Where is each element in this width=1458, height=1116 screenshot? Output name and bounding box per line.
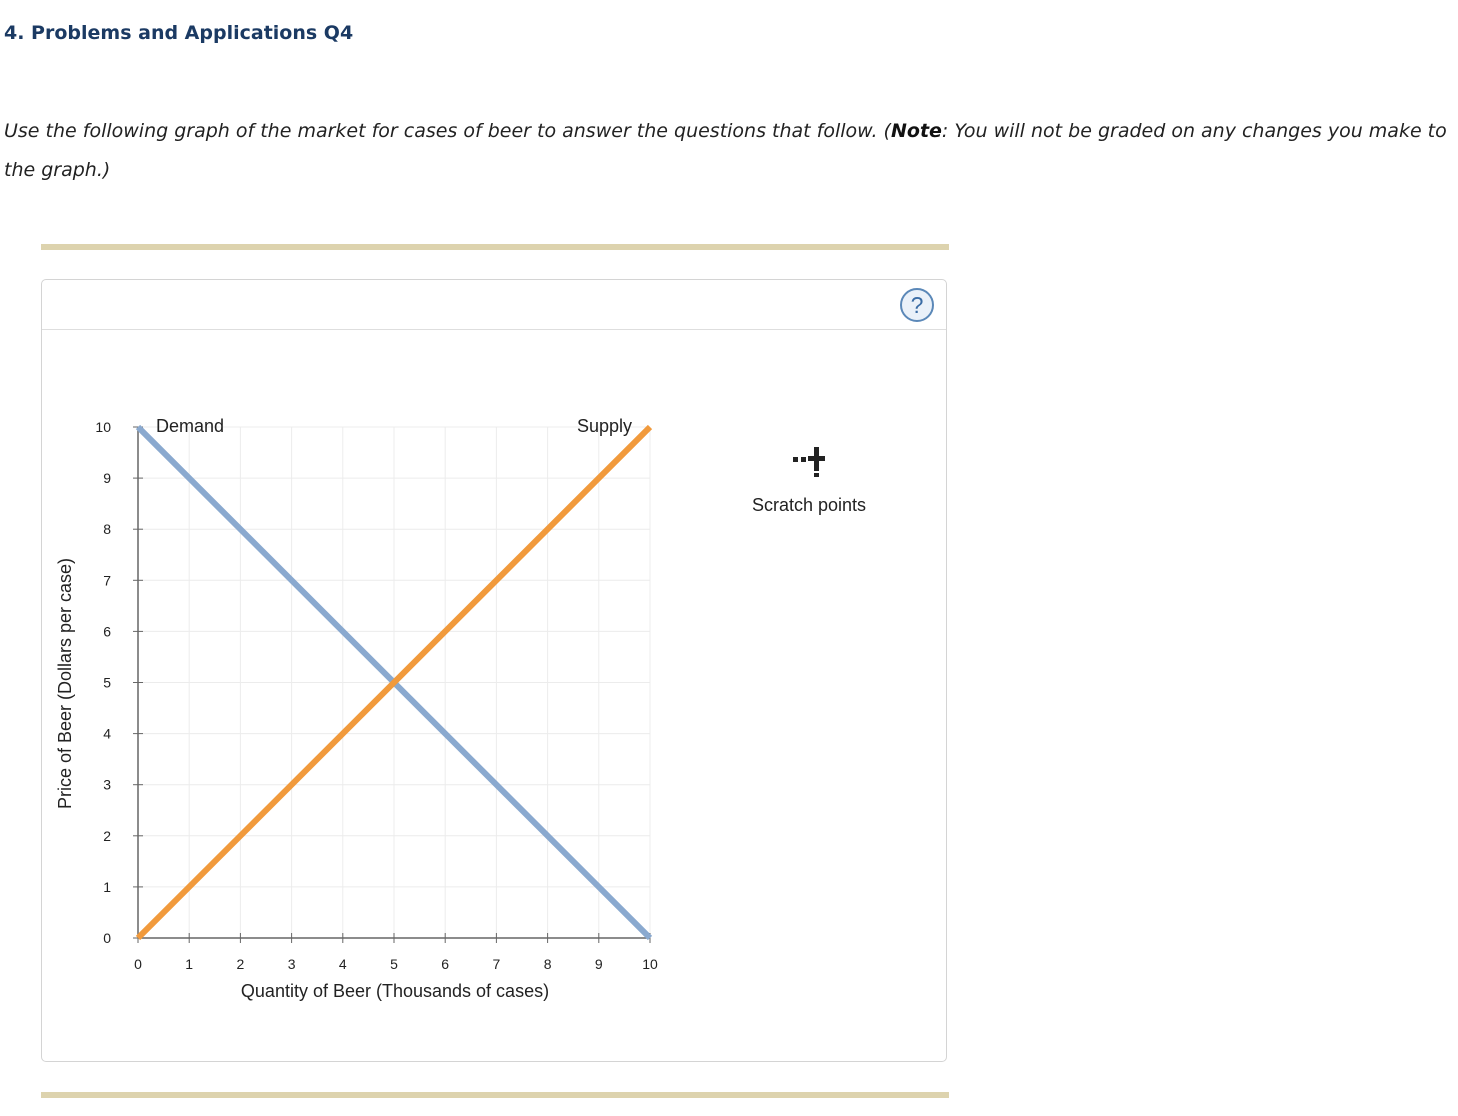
y-tick-label: 5 xyxy=(103,674,111,691)
instructions xyxy=(4,112,1454,190)
y-axis-title: Price of Beer (Dollars per case) xyxy=(55,557,75,810)
y-tick-label: 6 xyxy=(103,623,111,640)
instructions-lead: Use the following graph of the market for cases of beer to answer the questions that follow. ( xyxy=(4,120,891,142)
scratch-points-label: Scratch points xyxy=(751,495,867,515)
y-tick-label: 2 xyxy=(103,827,111,844)
x-tick-label: 3 xyxy=(287,956,296,972)
supply-label: Supply xyxy=(576,416,632,436)
x-tick-label: 9 xyxy=(594,956,603,972)
y-tick-label: 3 xyxy=(103,776,111,793)
instructions-note: Note xyxy=(890,120,942,142)
x-tick-label: 6 xyxy=(441,956,450,972)
x-tick-label: 10 xyxy=(642,956,658,972)
scratch-points-tool[interactable] xyxy=(742,445,876,516)
x-tick-label: 2 xyxy=(236,956,245,972)
y-tick-label: 0 xyxy=(103,930,111,946)
x-tick-label: 7 xyxy=(492,956,501,972)
x-tick-label: 4 xyxy=(338,956,347,972)
top-divider xyxy=(41,244,949,250)
y-tick-label: 7 xyxy=(103,572,111,589)
bottom-divider xyxy=(41,1092,949,1098)
scratch-point-icon xyxy=(791,445,827,477)
x-tick-label: 1 xyxy=(185,956,194,972)
x-tick-label: 8 xyxy=(543,956,552,972)
x-axis-title: Quantity of Beer (Thousands of cases) xyxy=(240,981,550,1001)
question-title: 4. Problems and Applications Q4 xyxy=(4,22,354,44)
help-icon[interactable]: ? xyxy=(900,288,934,322)
x-tick-label: 0 xyxy=(134,956,142,972)
graph-panel xyxy=(41,279,947,1062)
instructions-tail: : You will not be graded on any changes you make to the graph.) xyxy=(4,120,1447,181)
y-tick-label: 1 xyxy=(103,878,111,895)
y-tick-label: 10 xyxy=(95,419,111,435)
demand-label: Demand xyxy=(156,416,225,436)
supply-demand-chart[interactable] xyxy=(42,280,946,1061)
y-tick-label: 4 xyxy=(103,725,111,742)
y-tick-label: 9 xyxy=(103,470,111,487)
x-tick-label: 5 xyxy=(390,956,398,972)
y-tick-label: 8 xyxy=(103,521,111,538)
